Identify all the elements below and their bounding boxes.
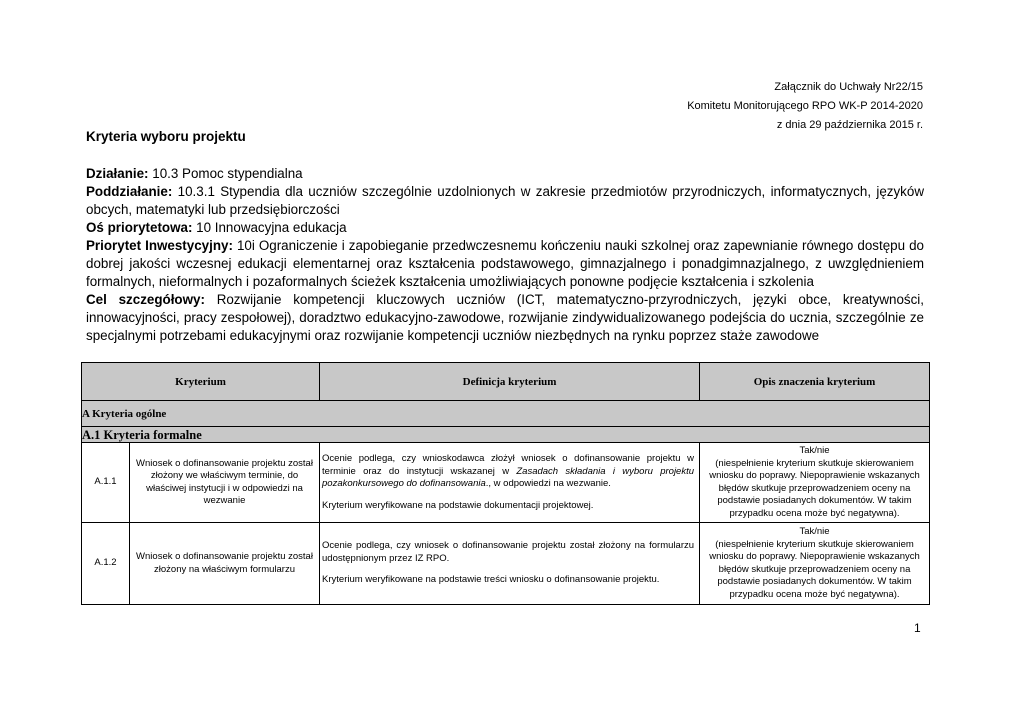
project-metadata [86, 165, 924, 345]
header-kryterium: Kryterium [82, 363, 320, 401]
page-number: 1 [914, 621, 921, 635]
criterion-name: Wniosek o dofinansowanie projektu został złożony na właściwym formularzu [130, 523, 320, 605]
criterion-name: Wniosek o dofinansowanie projektu został złożony we właściwym terminie, do właściwej instytucji i w odpowiedzi na wezwanie [130, 443, 320, 523]
definition-italic: Zasadach składania i wyboru projektu pozakonkursowego do dofinansowania [322, 465, 695, 489]
meta-os [86, 219, 924, 237]
meta-poddzialanie-label: Poddziałanie: [86, 184, 173, 199]
meta-priorytet-value: 10i Ograniczenie i zapobieganie przedwczesnemu kończeniu nauki szkolnej oraz zapewnianie równego dostępu do dobrej jakości wczesnej edukacji elementarnej oraz kształcenia podstawowego, gimnazjalnego i ponadgimnazjalnego, z uwzględnieniem formalnych, nieformalnych i pozaformalnych ścieżek kształcenia umożliwiających ponowne podjęcie kształcenia i szkolenia [86, 238, 924, 289]
meta-cel-label: Cel szczegółowy: [86, 292, 205, 307]
description-note: (niespełnienie kryterium skutkuje skierowaniem wniosku do poprawy. Niepoprawienie wskazanych błędów skutkuje przeprowadzeniem oceny na podstawie posiadanych dokumentów. W takim przypadku ocena może być negatywna). [709, 538, 920, 600]
table-row [82, 443, 930, 523]
meta-cel-value: Rozwijanie kompetencji kluczowych uczniów (ICT, matematyczno-przyrodniczych, języki obce, kreatywności, innowacyjności, pracy zespołowej), doradztwo edukacyjno-zawodowe, rozwijanie zindywidualizowanego podejścia do ucznia, szczególnie ze specjalnymi potrzebami edukacyjnymi oraz rozwijanie kompetencji uczniów niezbędnych na rynku poprzez staże zawodowe [86, 292, 924, 343]
criterion-definition [320, 523, 700, 605]
meta-priorytet [86, 237, 924, 291]
criterion-definition [320, 443, 700, 523]
header-opis: Opis znaczenia kryterium [700, 363, 930, 401]
definition-verification: Kryterium weryfikowane na podstawie dokumentacji projektowej. [322, 499, 594, 511]
meta-poddzialanie-value: 10.3.1 Stypendia dla uczniów szczególnie uzdolnionych w zakresie przedmiotów przyrodniczych, informatycznych, języków obcych, matematyki lub przedsiębiorczości [86, 184, 924, 217]
description-value: Tak/nie [799, 445, 830, 456]
document-title: Kryteria wyboru projektu [86, 129, 246, 144]
section-row [82, 401, 930, 427]
criterion-description [700, 523, 930, 605]
annex-header [687, 78, 923, 135]
meta-priorytet-label: Priorytet Inwestycyjny: [86, 238, 233, 253]
header-definicja: Definicja kryterium [320, 363, 700, 401]
definition-text-b: ., w odpowiedzi na wezwanie. [485, 478, 611, 489]
description-value: Tak/nie [799, 526, 830, 537]
subsection-row [82, 427, 930, 443]
meta-os-label: Oś priorytetowa: [86, 220, 193, 235]
meta-dzialanie-label: Działanie: [86, 166, 149, 181]
table-row [82, 523, 930, 605]
subsection-label: A.1 Kryteria formalne [82, 427, 930, 443]
table-header-row [82, 363, 930, 401]
section-label: A Kryteria ogólne [82, 401, 930, 427]
definition-paragraph: Ocenie podlega, czy wniosek o dofinansowanie projektu został złożony na formularzu udostępnionym przez IZ RPO. [322, 540, 695, 564]
criterion-id: A.1.1 [82, 443, 130, 523]
criterion-id: A.1.2 [82, 523, 130, 605]
description-note: (niespełnienie kryterium skutkuje skierowaniem wniosku do poprawy. Niepoprawienie wskazanych błędów skutkuje przeprowadzeniem oceny na podstawie posiadanych dokumentów. W takim przypadku ocena może być negatywna). [709, 457, 920, 519]
meta-cel [86, 291, 924, 345]
annex-line-2: Komitetu Monitorującego RPO WK-P 2014-2020 [687, 100, 923, 112]
definition-verification: Kryterium weryfikowane na podstawie treści wniosku o dofinansowanie projektu. [322, 574, 660, 586]
definition-text-a: Ocenie podlega, czy wnioskodawca złożył wniosek o dofinansowanie projektu w terminie oraz do instytucji wskazanej w [322, 453, 695, 477]
meta-os-value: 10 Innowacyjna edukacja [196, 220, 347, 235]
annex-line-1: Załącznik do Uchwały Nr22/15 [774, 81, 923, 93]
meta-poddzialanie [86, 183, 924, 219]
criteria-table [81, 362, 930, 605]
definition-paragraph [322, 453, 694, 491]
meta-dzialanie [86, 165, 924, 183]
annex-line-3: z dnia 29 października 2015 r. [776, 119, 923, 131]
criterion-description [700, 443, 930, 523]
meta-dzialanie-value: 10.3 Pomoc stypendialna [152, 166, 303, 181]
